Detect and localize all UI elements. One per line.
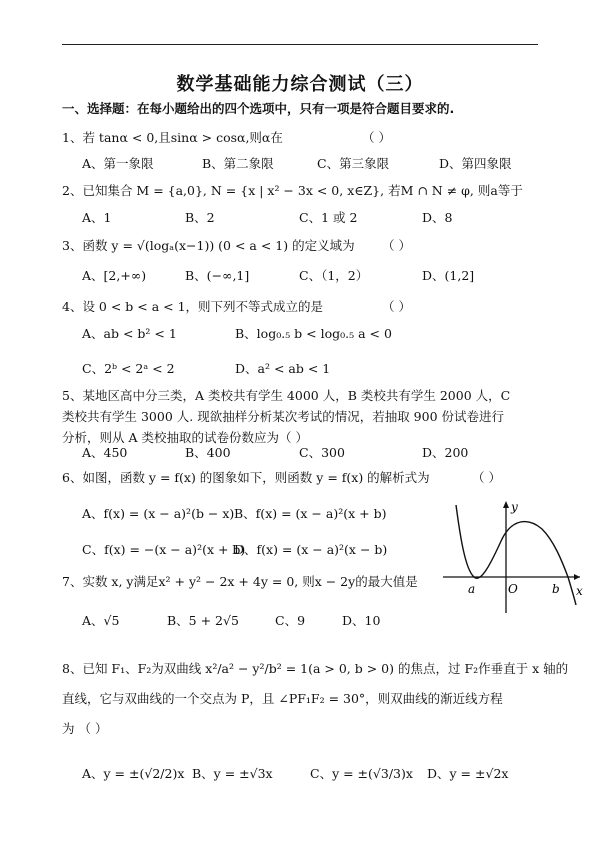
option[interactable]: A、y = ±(√2/2)x [82, 766, 185, 781]
b-label: b [552, 582, 560, 596]
option[interactable]: B、5 + 2√5 [167, 613, 239, 628]
x-axis-arrow-icon [574, 574, 580, 580]
option[interactable]: B、log₀.₅ b < log₀.₅ a < 0 [235, 326, 392, 341]
option[interactable]: C、第三象限 [317, 156, 390, 171]
option[interactable]: B、2 [185, 210, 215, 225]
question-8-stem [62, 654, 569, 744]
a-label: a [468, 582, 476, 596]
option[interactable]: A、450 [82, 445, 128, 460]
question-5-line: 分析，则从 A 类校抽取的试卷份数应为（ ） [62, 430, 308, 445]
option[interactable]: D、a² < ab < 1 [235, 361, 331, 376]
question-1-blank: （ ） [362, 130, 391, 145]
page-title: 数学基础能力综合测试（三） [176, 74, 424, 95]
y-label: y [511, 500, 518, 514]
option[interactable]: C、（1，2） [299, 268, 369, 283]
option[interactable]: A、f(x) = (x − a)²(b − x) [82, 506, 235, 521]
question-5-line: 类校共有学生 3000 人. 现欲抽样分析某次考试的情况，若抽取 900 份试卷进行 [62, 409, 505, 424]
option[interactable]: B、f(x) = (x − a)²(x + b) [234, 506, 387, 521]
option[interactable]: A、1 [82, 210, 112, 225]
question-7-stem: 7、实数 x, y满足x² + y² − 2x + 4y = 0, 则x − 2y的最大值是 [62, 574, 418, 589]
question-5-line: 5、某地区高中分三类，A 类校共有学生 4000 人，B 类校共有学生 2000 人，C [62, 388, 511, 403]
option[interactable]: B、400 [185, 445, 231, 460]
question-3-blank: （ ） [382, 238, 411, 253]
question-1-stem [62, 130, 552, 146]
question-4-stem [62, 299, 552, 315]
option[interactable]: B、第二象限 [202, 156, 274, 171]
question-8-line: 直线，它与双曲线的一个交点为 P，且 ∠PF₁F₂ = 30°，则双曲线的渐近线方程 [62, 691, 503, 706]
question-1-text: 1、若 tanα < 0,且sinα > cosα,则α在 [62, 130, 283, 145]
option[interactable]: B、(−∞,1] [185, 268, 250, 283]
question-8-line: 8、已知 F₁、F₂为双曲线 x²/a² − y²/b² = 1(a > 0, b > 0) 的焦点，过 F₂作垂直于 x 轴的 [62, 661, 569, 676]
question-2-stem: 2、已知集合 M = {a,0}, N = {x | x² − 3x < 0, x∈Z}, 若M ∩ N ≠ φ, 则a等于 [62, 183, 523, 198]
question-4-blank: （ ） [382, 299, 411, 314]
question-6-blank: （ ） [472, 470, 501, 485]
question-8-line: 为 （ ） [62, 721, 108, 736]
top-rule [62, 44, 538, 45]
x-label: x [576, 584, 583, 598]
question-4-text: 4、设 0 < b < a < 1，则下列不等式成立的是 [62, 299, 324, 314]
question-6-stem [62, 470, 552, 486]
option[interactable]: D、f(x) = (x − a)²(x − b) [234, 542, 388, 557]
question-5-stem [62, 385, 538, 448]
option[interactable]: C、y = ±(√3/3)x [310, 766, 413, 781]
option[interactable]: A、ab < b² < 1 [82, 326, 177, 341]
option[interactable]: C、2ᵇ < 2ᵃ < 2 [82, 361, 175, 376]
option[interactable]: A、[2,+∞) [82, 268, 147, 283]
option[interactable]: C、300 [299, 445, 345, 460]
option[interactable]: C、f(x) = −(x − a)²(x + b) [82, 542, 246, 557]
function-graph [438, 495, 588, 615]
option[interactable]: A、第一象限 [82, 156, 154, 171]
section-heading: 一、选择题：在每小题给出的四个选项中，只有一项是符合题目要求的. [62, 101, 455, 116]
option[interactable]: D、10 [342, 613, 381, 628]
question-3-stem [62, 238, 552, 254]
origin-label: O [508, 582, 518, 596]
option[interactable]: D、200 [422, 445, 469, 460]
question-3-text: 3、函数 y = √(logₐ(x−1)) (0 < a < 1) 的定义域为 [62, 238, 355, 253]
y-axis-arrow-icon [503, 501, 509, 508]
option[interactable]: C、1 或 2 [299, 210, 358, 225]
option[interactable]: D、第四象限 [439, 156, 512, 171]
question-6-text: 6、如图，函数 y = f(x) 的图象如下，则函数 y = f(x) 的解析式为 [62, 470, 430, 485]
option[interactable]: C、9 [275, 613, 306, 628]
option[interactable]: B、y = ±√3x [192, 766, 273, 781]
option[interactable]: D、y = ±√2x [427, 766, 509, 781]
option[interactable]: A、√5 [82, 613, 120, 628]
option[interactable]: D、8 [422, 210, 453, 225]
option[interactable]: D、(1,2] [422, 268, 475, 283]
